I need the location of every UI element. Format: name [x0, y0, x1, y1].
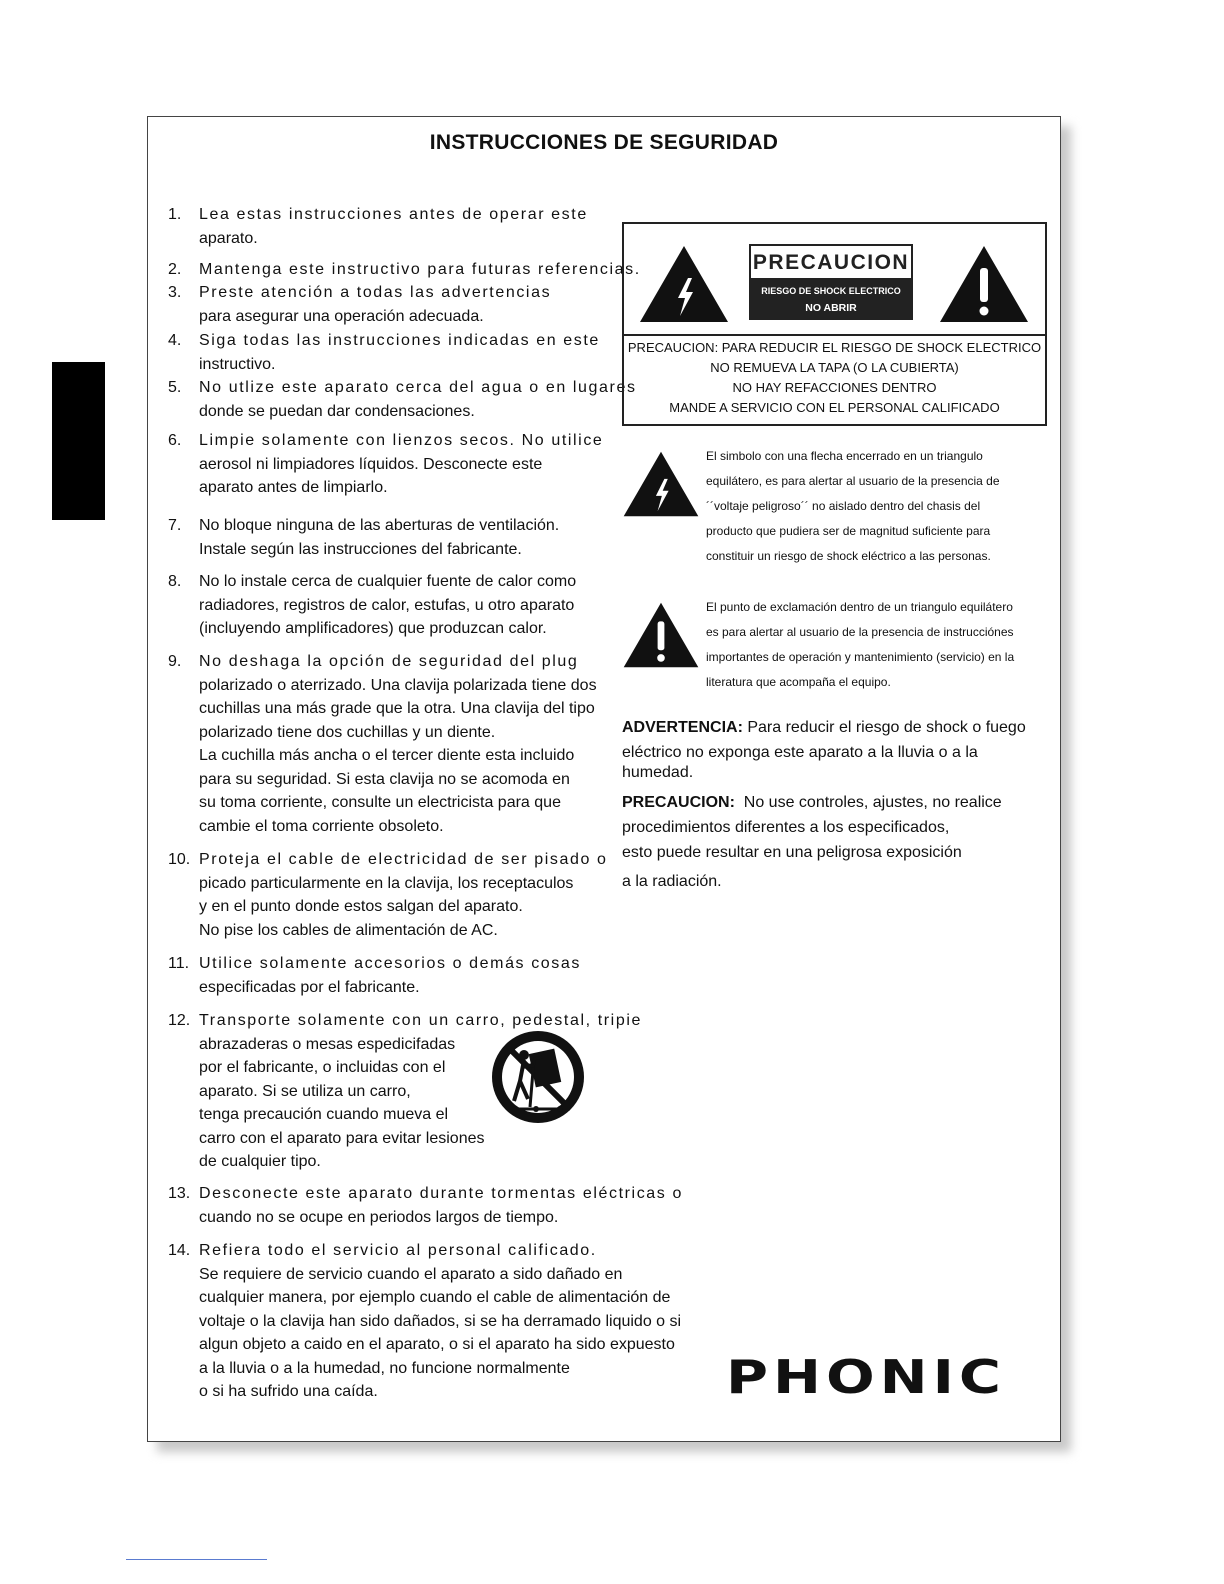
lightning-warning-icon — [638, 244, 730, 324]
note-line: constituir un riesgo de shock eléctrico a las personas. — [706, 549, 991, 563]
cart-tip-over-icon — [490, 1029, 586, 1125]
lightning-note — [706, 444, 1051, 569]
instruction-line: No pise los cables de alimentación de AC. — [199, 921, 498, 939]
instruction-line: No utlize este aparato cerca del agua o en lugares — [199, 379, 637, 396]
caution-label-title: PRECAUCION — [751, 246, 911, 278]
instruction-number: 12. — [168, 1012, 191, 1029]
instruction-line: Se requiere de servicio cuando el aparato a sido dañado en — [199, 1265, 623, 1283]
instruction-line: aparato antes de limpiarlo. — [199, 479, 388, 496]
instruction-line: voltaje o la clavija han sido dañados, si se ha derramado liquido o si — [199, 1312, 682, 1330]
precaution-label: PRECAUCION: — [622, 794, 735, 811]
instruction-line: Proteja el cable de electricidad de ser pisado o — [199, 851, 608, 868]
exclamation-warning-icon — [938, 244, 1030, 324]
caution-label-line2: NO ABRIR — [805, 302, 857, 314]
instruction-line: aerosol ni limpiadores líquidos. Desconecte este — [199, 455, 543, 473]
instruction-line: especificadas por el fabricante. — [199, 978, 420, 996]
note-line: es para alertar al usuario de la presencia de instrucciónes — [706, 625, 1014, 639]
caution-text-line: NO REMUEVA LA TAPA (O LA CUBIERTA) — [710, 360, 959, 375]
instruction-line: Mantenga este instructivo para futuras referencias. — [199, 261, 641, 278]
exclamation-note — [706, 595, 1051, 695]
warning-line: Para reducir el riesgo de shock o fuego — [747, 719, 1026, 736]
instruction-number: 13. — [168, 1185, 191, 1202]
safety-instructions-panel — [147, 116, 1061, 1442]
instruction-line: No lo instale cerca de cualquier fuente de calor como — [199, 573, 577, 590]
instruction-number: 6. — [168, 432, 182, 449]
instruction-line: cuando no se ocupe en periodos largos de tiempo. — [199, 1208, 559, 1226]
instruction-line: cuchillas una más grade que la otra. Una clavija del tipo — [199, 700, 595, 717]
precaution-line: esto puede resultar en una peligrosa exposición — [622, 844, 962, 861]
warning-line: humedad. — [622, 764, 694, 781]
warning-line: eléctrico no exponga este aparato a la lluvia o a la — [622, 744, 978, 761]
instruction-line: su toma corriente, consulte un electricista para que — [199, 794, 561, 811]
note-line: producto que pudiera ser de magnitud suficiente para — [706, 524, 991, 538]
instruction-line: La cuchilla más ancha o el tercer diente esta incluido — [199, 747, 575, 764]
phonic-logo — [726, 1355, 1008, 1399]
instruction-line: abrazaderas o mesas espedicifadas — [199, 1035, 456, 1053]
instruction-number: 4. — [168, 332, 182, 349]
note-line: literatura que acompaña el equipo. — [706, 675, 891, 689]
instruction-line: radiadores, registros de calor, estufas, u otro aparato — [199, 596, 575, 614]
caution-divider — [624, 334, 1045, 336]
note-line: El simbolo con una flecha encerrado en un triangulo — [706, 449, 983, 463]
instruction-line: polarizado o aterrizado. Una clavija polarizada tiene dos — [199, 676, 597, 694]
bottom-rule — [126, 1559, 267, 1560]
instruction-line: cambie el toma corriente obsoleto. — [199, 817, 444, 835]
instruction-number: 9. — [168, 653, 182, 670]
instruction-line: por el fabricante, o incluidas con el — [199, 1059, 446, 1076]
instruction-line: cualquier manera, por ejemplo cuando el cable de alimentación de — [199, 1289, 671, 1306]
precaution-line: No use controles, ajustes, no realice — [743, 794, 1002, 811]
instruction-line: polarizado tiene dos cuchillas y un diente. — [199, 723, 496, 741]
instruction-line: Desconecte este aparato durante tormentas eléctricas o — [199, 1185, 683, 1202]
instruction-line: a la lluvia o a la humedad, no funcione normalmente — [199, 1359, 570, 1377]
instruction-line: para su seguridad. Si esta clavija no se acomoda en — [199, 770, 570, 788]
instruction-line: Preste atención a todas las advertencias — [199, 284, 552, 301]
caution-box — [622, 222, 1047, 426]
instruction-line: algun objeto a caido en el aparato, o si el aparato ha sido expuesto — [199, 1336, 675, 1353]
instruction-line: aparato. Si se utiliza un carro, — [199, 1082, 411, 1100]
instruction-line: No bloque ninguna de las aberturas de ventilación. — [199, 517, 560, 534]
instruction-line: tenga precaución cuando mueva el — [199, 1106, 449, 1123]
instruction-number: 2. — [168, 261, 182, 278]
section-tab — [52, 362, 105, 520]
instruction-line: Utilice solamente accesorios o demás cosas — [199, 955, 582, 972]
instruction-line: carro con el aparato para evitar lesiones — [199, 1129, 485, 1147]
caution-label — [749, 244, 913, 320]
instruction-line: Refiera todo el servicio al personal calificado. — [199, 1242, 597, 1259]
exclamation-symbol-icon — [622, 601, 700, 669]
instruction-number: 7. — [168, 517, 182, 534]
logo-text: PHONIC — [726, 1355, 1006, 1399]
instruction-line: No deshaga la opción de seguridad del plug — [199, 653, 579, 670]
warning-label: ADVERTENCIA: — [622, 719, 743, 736]
precaution-paragraph — [622, 790, 1052, 894]
instruction-line: picado particularmente en la clavija, los receptaculos — [199, 874, 574, 892]
instruction-line: y en el punto donde estos salgan del aparato. — [199, 898, 523, 915]
note-line: El punto de exclamación dentro de un triangulo equilátero — [706, 600, 1013, 614]
instruction-number: 5. — [168, 379, 182, 396]
instruction-number: 11. — [168, 955, 190, 972]
instruction-number: 8. — [168, 573, 182, 590]
caution-text-line: NO HAY REFACCIONES DENTRO — [732, 380, 937, 395]
instruction-line: donde se puedan dar condensaciones. — [199, 402, 475, 420]
precaution-line: procedimientos diferentes a los especificados, — [622, 819, 950, 836]
instruction-line: (incluyendo amplificadores) que produzcan calor. — [199, 620, 547, 637]
page-title: INSTRUCCIONES DE SEGURIDAD — [429, 131, 779, 154]
instruction-line: instructivo. — [199, 355, 276, 373]
instruction-number: 1. — [168, 206, 182, 223]
instruction-number: 14. — [168, 1242, 191, 1259]
caution-text-line: MANDE A SERVICIO CON EL PERSONAL CALIFICADO — [669, 400, 1000, 415]
instruction-line: Instale según las instrucciones del fabricante. — [199, 540, 522, 558]
warning-paragraph — [622, 715, 1052, 785]
instruction-line: o si ha sufrido una caída. — [199, 1383, 378, 1400]
note-line: importantes de operación y mantenimiento (servicio) en la — [706, 650, 1015, 664]
lightning-symbol-icon — [622, 450, 700, 518]
instruction-line: aparato. — [199, 229, 258, 247]
instruction-line: Transporte solamente con un carro, pedestal, tripie — [199, 1012, 642, 1029]
instruction-line: de cualquier tipo. — [199, 1153, 321, 1170]
caution-label-line1: RIESGO DE SHOCK ELECTRICO — [761, 286, 901, 296]
caution-text-line: PRECAUCION: PARA REDUCIR EL RIESGO DE SHOCK ELECTRICO — [627, 340, 1042, 355]
note-line: ´´voltaje peligroso´´ no aislado dentro del chasis del — [706, 499, 981, 513]
instruction-number: 10. — [168, 851, 191, 868]
instruction-number: 3. — [168, 284, 182, 301]
note-line: equilátero, es para alertar al usuario de la presencia de — [706, 474, 1000, 488]
instruction-line: Lea estas instrucciones antes de operar este — [199, 206, 588, 223]
precaution-line: a la radiación. — [622, 873, 722, 890]
instruction-line: para asegurar una operación adecuada. — [199, 307, 484, 325]
instruction-line: Limpie solamente con lienzos secos. No utilice — [199, 432, 604, 449]
instruction-line: Siga todas las instrucciones indicadas en este — [199, 332, 600, 349]
